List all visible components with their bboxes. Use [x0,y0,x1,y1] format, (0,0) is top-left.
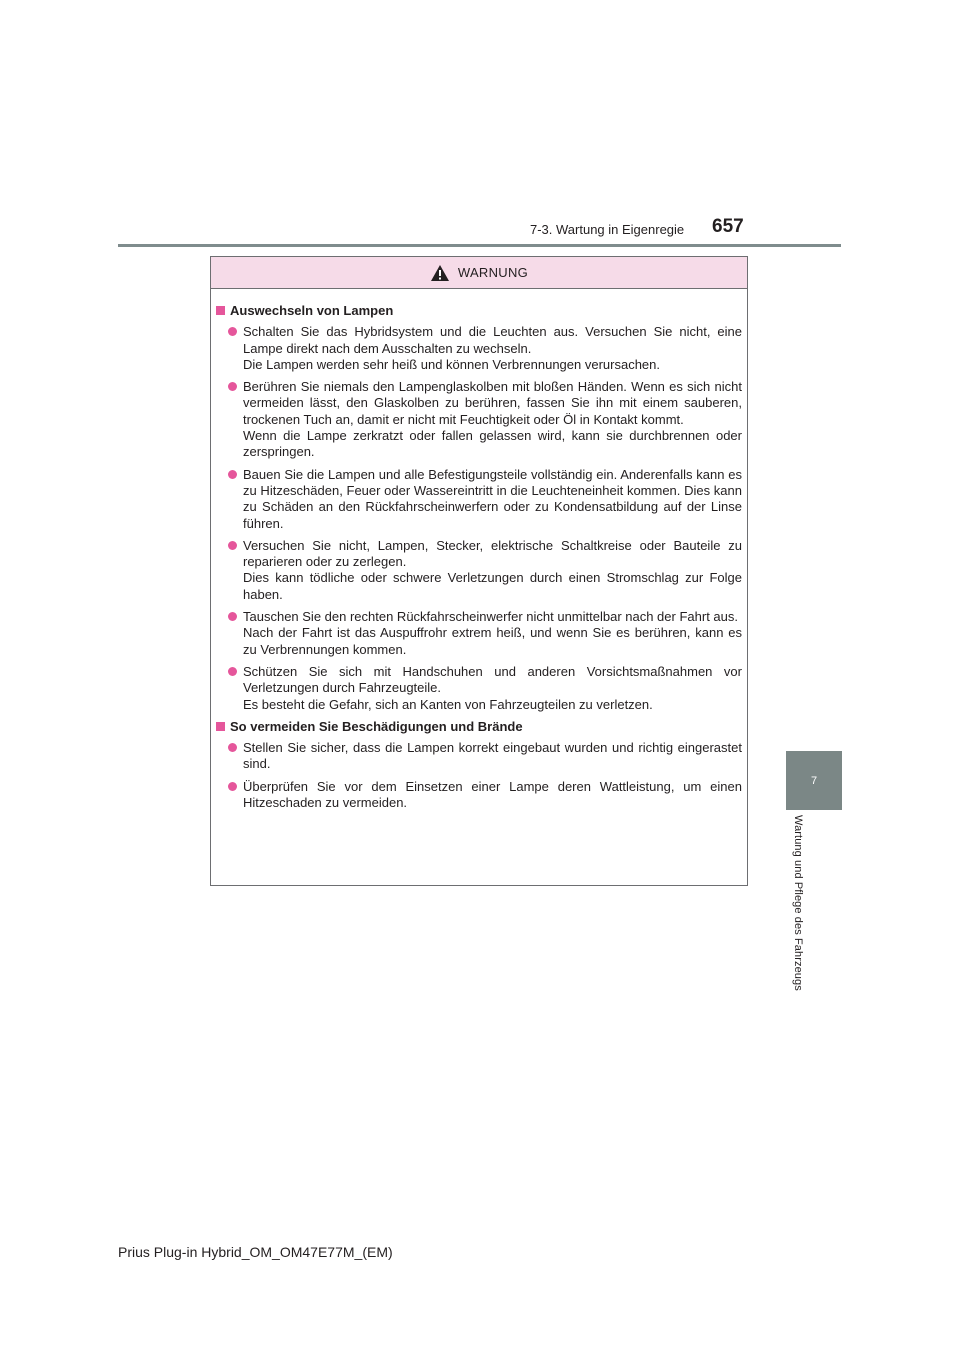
warning-box [210,256,748,886]
list-item-paragraph: Schützen Sie sich mit Handschuhen und anderen Vorsichtsmaßnahmen vor Verletzungen durch Fahrzeugteile. [243,663,742,696]
circle-bullet-icon [228,667,237,676]
list-item-text [243,467,742,532]
chapter-label: Wartung und Pflege des Fahrzeugs [792,815,804,991]
warning-body [211,289,747,811]
list-item [216,379,742,460]
chapter-number: 7 [810,774,818,787]
list-item-text [243,324,742,373]
list-item-text [243,379,742,460]
circle-bullet-icon [228,743,237,752]
list-item-paragraph: Stellen Sie sicher, dass die Lampen korrekt eingebaut wurden und richtig eingerastet sind. [243,740,742,772]
warning-triangle-icon [430,264,450,282]
page-number: 657 [712,216,744,237]
square-bullet-icon [216,306,225,315]
circle-bullet-icon [228,782,237,791]
circle-bullet-icon [228,541,237,550]
list-item-paragraph: Schalten Sie das Hybridsystem und die Leuchten aus. Versuchen Sie nicht, eine Lampe direkt nach dem Ausschalten zu wechseln. [243,324,742,356]
circle-bullet-icon [228,327,237,336]
list-item [216,779,742,812]
list-item-paragraph: Berühren Sie niemals den Lampenglaskolben mit bloßen Händen. Wenn es sich nicht vermeiden lässt, den Glaskolben zu berühren, fassen Sie ihn mit einem sauberen, trockenen Tuch an, damit er nicht mit Feuchtigkeit oder Öl in Kontakt kommt. [243,379,742,427]
list-item [216,609,742,658]
footer-doc-id: Prius Plug-in Hybrid_OM_OM47E77M_(EM) [118,1244,393,1260]
header-rule [118,244,841,247]
list-item-paragraph: Tauschen Sie den rechten Rückfahrscheinwerfer nicht unmittelbar nach der Fahrt aus. [243,609,738,625]
list-item [216,467,742,532]
list-item-paragraph: Wenn die Lampe zerkratzt oder fallen gelassen wird, kann sie durchbrennen oder zerspringen. [243,428,742,460]
warning-header [211,257,747,289]
chapter-tab [786,751,842,810]
list-item [216,740,742,773]
list-item-text [243,609,742,658]
circle-bullet-icon [228,470,237,479]
list-item-paragraph: Dies kann tödliche oder schwere Verletzungen durch einen Stromschlag zur Folge haben. [243,570,742,602]
list-item-paragraph: Versuchen Sie nicht, Lampen, Stecker, elektrische Schaltkreise oder Bauteile zu reparieren oder zu zerlegen. [243,537,742,570]
list-item-text [243,740,742,773]
list-item-text [243,779,742,812]
section-heading [216,303,742,319]
section-title: 7-3. Wartung in Eigenregie [530,222,685,237]
list-item-text [243,538,742,603]
list-item-text [243,664,742,713]
list-item [216,324,742,373]
list-item-paragraph: Bauen Sie die Lampen und alle Befestigungsteile vollständig ein. Anderenfalls kann es zu Hitzeschäden, Feuer oder Wassereintritt in die Leuchteneinheit kommen. Dies kann zu Schäden an den Rückfahrscheinwerfern oder zu Kondensatbildung auf der Linse führen. [243,466,742,531]
list-item-paragraph: Nach der Fahrt ist das Auspuffrohr extrem heiß, und wenn Sie es berühren, kann es zu Verbrennungen kommen. [243,625,742,657]
circle-bullet-icon [228,612,237,621]
section-heading-text: So vermeiden Sie Beschädigungen und Brände [230,718,523,734]
section-heading-text: Auswechseln von Lampen [230,303,394,318]
list-item [216,538,742,603]
list-item [216,664,742,713]
list-item-paragraph: Die Lampen werden sehr heiß und können Verbrennungen verursachen. [243,356,660,372]
warning-title: WARNUNG [457,265,529,280]
list-item-paragraph: Es besteht die Gefahr, sich an Kanten von Fahrzeugteilen zu verletzen. [243,696,653,712]
square-bullet-icon [216,722,225,731]
list-item-paragraph: Überprüfen Sie vor dem Einsetzen einer Lampe deren Wattleistung, um einen Hitzeschaden zu vermeiden. [243,778,742,811]
section-heading [216,719,742,735]
circle-bullet-icon [228,382,237,391]
